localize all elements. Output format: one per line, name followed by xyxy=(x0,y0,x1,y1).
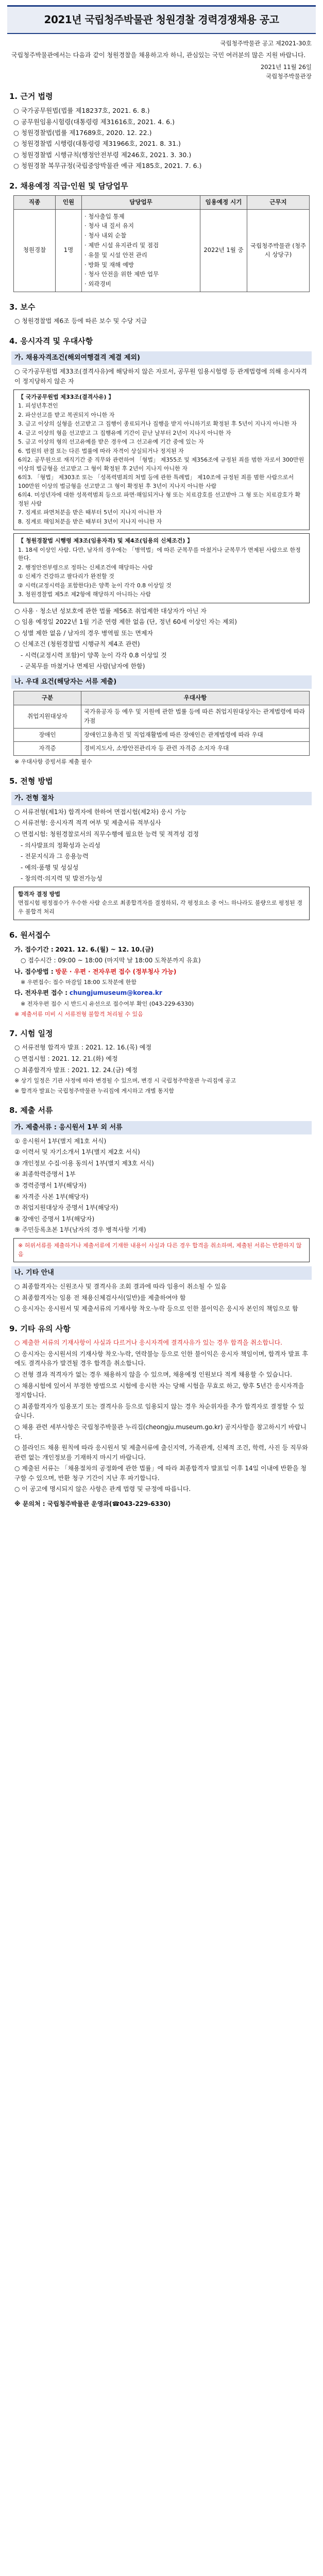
selection-line: ○ 서류전형(제1차) 합격자에 한하여 면접시험(제2차) 응시 가능 xyxy=(14,808,186,816)
box-title: 【 국가공무원법 제33조(결격사유) 】 xyxy=(18,393,114,400)
schedule-item: ○ 최종합격자 발표 : 2021. 12. 24.(금) 예정 xyxy=(14,1066,138,1074)
pay-text: ○ 청원경찰법 제6조 등에 따른 보수 및 수당 지급 xyxy=(14,317,147,325)
selection-line: ○ 서류전형: 응시자격 적격 여부 및 제출서류 적부심사 xyxy=(14,819,161,827)
box-row: 8. 징계로 해임처분을 받은 때부터 3년이 지나지 아니한 자 xyxy=(18,518,162,525)
table-cell: 경비지도사, 소방안전관리자 등 관련 자격증 소지자 우대 xyxy=(81,742,310,756)
position-table xyxy=(13,195,310,292)
title-banner xyxy=(7,5,316,34)
table-cell: 자격증 xyxy=(14,742,81,756)
duty-item: · 청사 내외 순찰 xyxy=(84,232,127,240)
email-line xyxy=(14,988,309,998)
qualification-text: ○ 국가공무원법 제33조(결격사유)에 해당하지 않은 자로서, 공무원 임용시험령 등 관계법령에 의해 응시자격이 정지당하지 않은 자 xyxy=(14,368,307,385)
list-item: ○ 청원경찰 복무규정(국립중앙박물관 예규 제185호, 2021. 7. 6.) xyxy=(13,162,202,170)
selection-line: - 전문지식과 그 응용능력 xyxy=(21,853,89,860)
disqualification-box xyxy=(13,389,310,531)
selection-line: - 의사발표의 정확성과 논리성 xyxy=(21,841,100,849)
page-title: 2021년 국립청주박물관 청원경찰 경력경쟁채용 공고 xyxy=(44,13,279,26)
caution-paragraph: ○ 블라인드 채용 원칙에 따라 응시원서 및 제출서류에 출신지역, 가족관계, 신체적 조건, 학력, 사진 등 직무와 관련 없는 개인정보를 기재하지 마시기 바랍니다. xyxy=(14,1444,308,1461)
table-cell: 취업지원대상자 xyxy=(14,705,81,728)
other-note: ○ 최종합격자는 신원조사 및 결격사유 조회 결과에 따라 임용이 취소될 수 있음 xyxy=(14,1283,227,1291)
table-header: 우대사항 xyxy=(81,691,310,705)
box-row: 4. 금고 이상의 형을 선고받고 그 집행유예 기간이 끝난 날부터 2년이 지나지 아니한 자 xyxy=(18,429,231,436)
intro-paragraph: 국립청주박물관에서는 다음과 같이 청원경찰을 채용하고자 하니, 관심있는 국민 여러분의 많은 지원 바랍니다. xyxy=(11,51,306,59)
period-line xyxy=(14,945,309,955)
note-line: ○ 임용 예정일 2022년 1월 기준 연령 제한 없음 (단, 정년 60세 이상인 자는 제외) xyxy=(14,618,237,626)
position-timing: 2022년 1월 중 xyxy=(200,209,247,292)
box-row: 6. 법원의 판결 또는 다른 법률에 따라 자격이 상실되거나 정지된 자 xyxy=(18,447,184,454)
duty-item: · 청사 내 질서 유지 xyxy=(84,222,134,230)
application-warning: ※ 제출서류 미비 시 서류전형 불합격 처리될 수 있음 xyxy=(14,1011,143,1018)
schedule-note: ※ 합격자 발표는 국립청주박물관 누리집에 게시하고 개별 통지함 xyxy=(14,1088,174,1095)
table-header: 구분 xyxy=(14,691,81,705)
note-line: ○ 신체조건 (청원경찰법 시행규칙 제4조 관련) xyxy=(14,640,140,648)
section-heading-application: 6. 원서접수 xyxy=(9,930,50,940)
section-heading-documents: 8. 제출 서류 xyxy=(9,1106,53,1115)
box-row: 5. 금고 이상의 형의 선고유예를 받은 경우에 그 선고유예 기간 중에 있는 자 xyxy=(18,438,204,446)
subsection-heading: 가. 채용자격조건(해외여행결격 제결 제외) xyxy=(11,351,312,365)
list-item: ○ 청원경찰법(법률 제17689호, 2020. 12. 22.) xyxy=(13,129,152,137)
section-heading-qualification: 4. 응시자격 및 우대사항 xyxy=(9,336,93,346)
subsection-heading: 가. 전형 절차 xyxy=(11,792,312,805)
schedule-item: ○ 면접시험 : 2021. 12. 21.(화) 예정 xyxy=(14,1055,118,1062)
duty-item: · 외곽경비 xyxy=(84,280,111,288)
false-document-warning: ※ 허위서류를 제출하거나 제출서류에 기재한 내용이 사실과 다른 경우 합격을 취소하며, 제출된 서류는 반환하지 않음 xyxy=(13,1238,310,1262)
box-row: 1. 피성년후견인 xyxy=(18,402,58,410)
table-header-row xyxy=(14,691,310,705)
other-note: ○ 최종합격자는 임용 전 채용신체검사서(일반)를 제출하여야 함 xyxy=(14,1294,186,1301)
table-cell: 장애인 xyxy=(14,728,81,742)
box-title: 합격자 결정 방법 xyxy=(18,890,61,897)
note-line: - 군복무를 마쳤거나 면제된 사람(남자에 한함) xyxy=(21,663,145,670)
position-location: 국립청주박물관 (청주시 상당구) xyxy=(247,209,310,292)
box-row: 3. 청원경찰법 제5조 제2항에 해당하지 아니하는 사람 xyxy=(18,591,151,598)
schedule-item: ○ 서류전형 합격자 발표 : 2021. 12. 16.(목) 예정 xyxy=(14,1044,152,1052)
notice-date: 2021년 11월 26일 xyxy=(260,63,312,71)
email-label: 다. 전자우편 접수 : xyxy=(14,989,68,997)
section-heading-schedule: 7. 시험 일정 xyxy=(9,1029,53,1039)
selection-line: ○ 면접시험: 청원경찰로서의 직무수행에 필요한 능력 및 적격성 검정 xyxy=(14,830,199,838)
caution-paragraph: ○ 채용시험에 있어서 부정한 방법으로 시험에 응시한 자는 당해 시험을 무효로 하고, 향후 5년간 응시자격을 정지합니다. xyxy=(14,1382,304,1399)
box-row: 1. 18세 이상인 사람. 다만, 남자의 경우에는 「병역법」에 따른 군복무를 마쳤거나 군복무가 면제된 사람으로 한정한다. xyxy=(18,546,301,562)
box-row: 6의3. 「형법」 제303조 또는 「성폭력범죄의 처벌 등에 관한 특례법」 제10조에 규정된 죄를 범한 사람으로서 100만원 이상의 벌금형을 선고받고 그 형이 확정된 후 3년이 지나지 아니한 사람 xyxy=(18,474,294,489)
list-item: ○ 국가공무원법(법률 제18237호, 2021. 6. 8.) xyxy=(13,107,150,115)
box-row: ② 시력(교정시력을 포함한다)은 양쪽 눈이 각각 0.8 이상일 것 xyxy=(18,582,172,589)
selection-line: - 예의·품행 및 성실성 xyxy=(21,863,79,871)
caution-paragraph: ○ 이 공고에 명시되지 않은 사항은 관계 법령 및 규정에 따릅니다. xyxy=(14,1485,191,1493)
document-item: ④ 최종학력증명서 1부 xyxy=(14,1171,76,1178)
method-line xyxy=(14,967,309,977)
box-row: 6의4. 미성년자에 대한 성폭력범죄 등으로 파면·해임되거나 형 또는 치료감호를 선고받아 그 형 또는 치료감호가 확정된 사람 xyxy=(18,492,301,507)
method-label: 나. 접수방법 : xyxy=(14,968,54,975)
table-header-row xyxy=(14,195,310,209)
duty-item: · 청사 안전을 위한 제반 업무 xyxy=(84,270,159,278)
note-line: ○ 사용 · 청소년 성보호에 관한 법률 제56조 취업제한 대상자가 아닌 자 xyxy=(14,607,207,615)
pass-decision-box xyxy=(13,887,310,921)
duty-item: · 청사출입 통제 xyxy=(84,212,125,220)
legal-basis-list xyxy=(13,106,310,171)
note-line: ○ 성별 제한 없음 / 남자의 경우 병역필 또는 면제자 xyxy=(14,629,154,637)
duty-item: · 유물 및 시설 안전 관리 xyxy=(84,251,147,259)
subsection-heading: 가. 제출서류 : 응시원서 1부 외 서류 xyxy=(11,1121,312,1134)
table-header: 담당업무 xyxy=(82,195,200,209)
table-cell: 장애인고용촉진 및 직업재활법에 따른 장애인은 관계법령에 따라 우대 xyxy=(81,728,310,742)
list-item: ○ 청원경찰법 시행령(대통령령 제31966호, 2021. 8. 31.) xyxy=(13,140,181,148)
period-value: 2021. 12. 6.(월) ~ 12. 10.(금) xyxy=(55,945,154,953)
email-link[interactable]: chungjumuseum@korea.kr xyxy=(69,989,162,997)
caution-paragraph: ○ 최종합격자가 임용포기 또는 결격사유 등으로 임용되지 않는 경우 차순위자를 추가 합격자로 결정할 수 있습니다. xyxy=(14,1402,304,1420)
table-cell: 국가유공자 등 예우 및 지원에 관한 법률 등에 따른 취업지원대상자는 관계법령에 따라 가점 xyxy=(81,705,310,728)
document-item: ① 응시원서 1부(별지 제1호 서식) xyxy=(14,1137,107,1145)
table-header: 인원 xyxy=(56,195,82,209)
document-item: ⑨ 주민등록초본 1부(남자의 경우 병적사항 기재) xyxy=(14,1226,146,1234)
box-row: 2. 파산선고를 받고 복권되지 아니한 자 xyxy=(18,411,115,418)
method-value: 방문 · 우편 · 전자우편 접수 (정부청사 가능) xyxy=(55,968,177,975)
table-row xyxy=(14,742,310,756)
table-row xyxy=(14,728,310,742)
other-note: ○ 응시자는 응시원서 및 제출서류의 기재사항 착오·누락 등으로 인한 불이익은 응시자 본인의 책임으로 함 xyxy=(14,1305,298,1313)
position-duties xyxy=(82,209,200,292)
contact-line: ※ 문의처 : 국립청주박물관 운영과(☎043-229-6330) xyxy=(14,1500,171,1508)
section-heading-pay: 3. 보수 xyxy=(9,302,36,312)
box-row: 6의2. 공무원으로 재직기간 중 직무와 관련하여 「형법」 제355조 및 제356조에 규정된 죄를 범한 자로서 300만원 이상의 벌금형을 선고받고 그 형이 확정된 후 2년이 지나지 아니한 자 xyxy=(18,456,304,472)
document-item: ⑤ 경력증명서 1부(해당자) xyxy=(14,1182,87,1190)
section-heading-position: 2. 채용예정 직급‧인원 및 담당업무 xyxy=(9,181,128,191)
preference-table xyxy=(13,691,310,756)
box-row: 면접시험 평정점수가 우수한 사람 순으로 최종합격자를 결정하되, 각 평정요소 중 어느 하나라도 불량으로 평정된 경우 불합격 처리 xyxy=(18,900,302,915)
box-row: ① 신체가 건강하고 팔다리가 완전할 것 xyxy=(18,573,114,580)
caution-paragraph: ○ 제출된 서류는 「채용절차의 공정화에 관한 법률」에 따라 최종합격자 발표일 이후 14일 이내에 반환을 청구할 수 있으며, 반환 청구 기간이 지난 후 파기합니다. xyxy=(14,1465,307,1482)
duty-item: · 방화 및 재해 예방 xyxy=(84,261,134,268)
table-header: 임용예정 시기 xyxy=(200,195,247,209)
table-row xyxy=(14,705,310,728)
section-heading-selection: 5. 전형 방법 xyxy=(9,776,53,786)
duty-item: · 제반 시설 유지관리 및 점검 xyxy=(84,242,159,249)
position-type: 청원경찰 xyxy=(14,209,56,292)
list-item: ○ 공무원임용시험령(대통령령 제31616호, 2021. 4. 6.) xyxy=(13,117,175,126)
table-header: 근무지 xyxy=(247,195,310,209)
position-count: 1명 xyxy=(56,209,82,292)
caution-paragraph: ○ 응시자는 응시원서의 기재사항 착오·누락, 연락불능 등으로 인한 불이익은 응시자 책임이며, 합격자 발표 후에도 결격사유가 발견될 경우 합격을 취소합니다. xyxy=(14,1350,308,1367)
caution-paragraph: ○ 제출한 서류의 기재사항이 사실과 다르거나 응시자격에 결격사유가 있는 경우 합격을 취소합니다. xyxy=(14,1339,282,1347)
selection-line: - 창의력·의지력 및 발전가능성 xyxy=(21,875,103,883)
table-row xyxy=(14,209,310,292)
section-heading-notes: 9. 기타 유의 사항 xyxy=(9,1324,71,1333)
document-item: ⑦ 취업지원대상자 증명서 1부(해당자) xyxy=(14,1204,118,1212)
box-row: 2. 행정안전부령으로 정하는 신체조건에 해당하는 사람 xyxy=(18,564,153,571)
list-item: ○ 청원경찰법 시행규칙(행정안전부령 제246호, 2021. 3. 30.) xyxy=(13,150,192,159)
period-label: 가. 접수기간 : xyxy=(14,945,54,953)
document-item: ⑥ 자격증 사본 1부(해당자) xyxy=(14,1193,89,1200)
box-row: 7. 징계로 파면처분을 받은 때부터 5년이 지나지 아니한 자 xyxy=(18,509,162,516)
table-header: 직종 xyxy=(14,195,56,209)
schedule-note: ※ 상기 일정은 기관 사정에 따라 변경될 수 있으며, 변경 시 국립청주박물관 누리집에 공고 xyxy=(14,1077,236,1084)
caution-paragraph: ○ 채용 관련 세부사항은 국립청주박물관 누리집(cheongju.museum.go.kr) 공지사항을 참고하시기 바랍니다. xyxy=(14,1423,307,1440)
section-heading-legal-basis: 1. 근거 법령 xyxy=(9,92,53,101)
document-item: ⑧ 장애인 증명서 1부(해당자) xyxy=(14,1215,95,1223)
preference-note: ※ 우대사항 증빙서류 제출 필수 xyxy=(14,758,92,766)
time-line: ○ 접수시간 : 09:00 ~ 18:00 (마지막 날 18:00 도착분까지 유효) xyxy=(21,957,201,964)
box-row: 3. 금고 이상의 실형을 선고받고 그 집행이 종료되거나 집행을 받지 아니하기로 확정된 후 5년이 지나지 아니한 자 xyxy=(18,420,297,428)
subsection-heading: 나. 기타 안내 xyxy=(11,1266,312,1280)
notice-number: 국립청주박물관 공고 제2021-30호 xyxy=(220,40,312,47)
document-item: ③ 개인정보 수집·이용 동의서 1부(별지 제3호 서식) xyxy=(14,1159,154,1167)
subsection-heading: 나. 우대 요건(해당자는 서류 제출) xyxy=(11,675,312,689)
caution-paragraph: ○ 전형 결과 적격자가 없는 경우 채용하지 않을 수 있으며, 채용예정 인원보다 적게 채용할 수 있습니다. xyxy=(14,1370,292,1378)
eligibility-box xyxy=(13,533,310,603)
notice-organization: 국립청주박물관장 xyxy=(266,73,312,80)
method-note: ※ 우편접수: 접수 마감일 18:00 도착분에 한함 xyxy=(21,979,137,986)
document-item: ② 이력서 및 자기소개서 1부(별지 제2호 서식) xyxy=(14,1148,140,1156)
note-line: - 시력(교정시력 포함)이 양쪽 눈이 각각 0.8 이상일 것 xyxy=(21,651,167,659)
email-note: ※ 전자우편 접수 시 반드시 유선으로 접수여부 확인 (043-229-6330) xyxy=(21,1001,194,1008)
box-title: 【 청원경찰법 시행령 제3조(임용자격) 및 제4조(임용의 신체조건) 】 xyxy=(18,537,193,545)
